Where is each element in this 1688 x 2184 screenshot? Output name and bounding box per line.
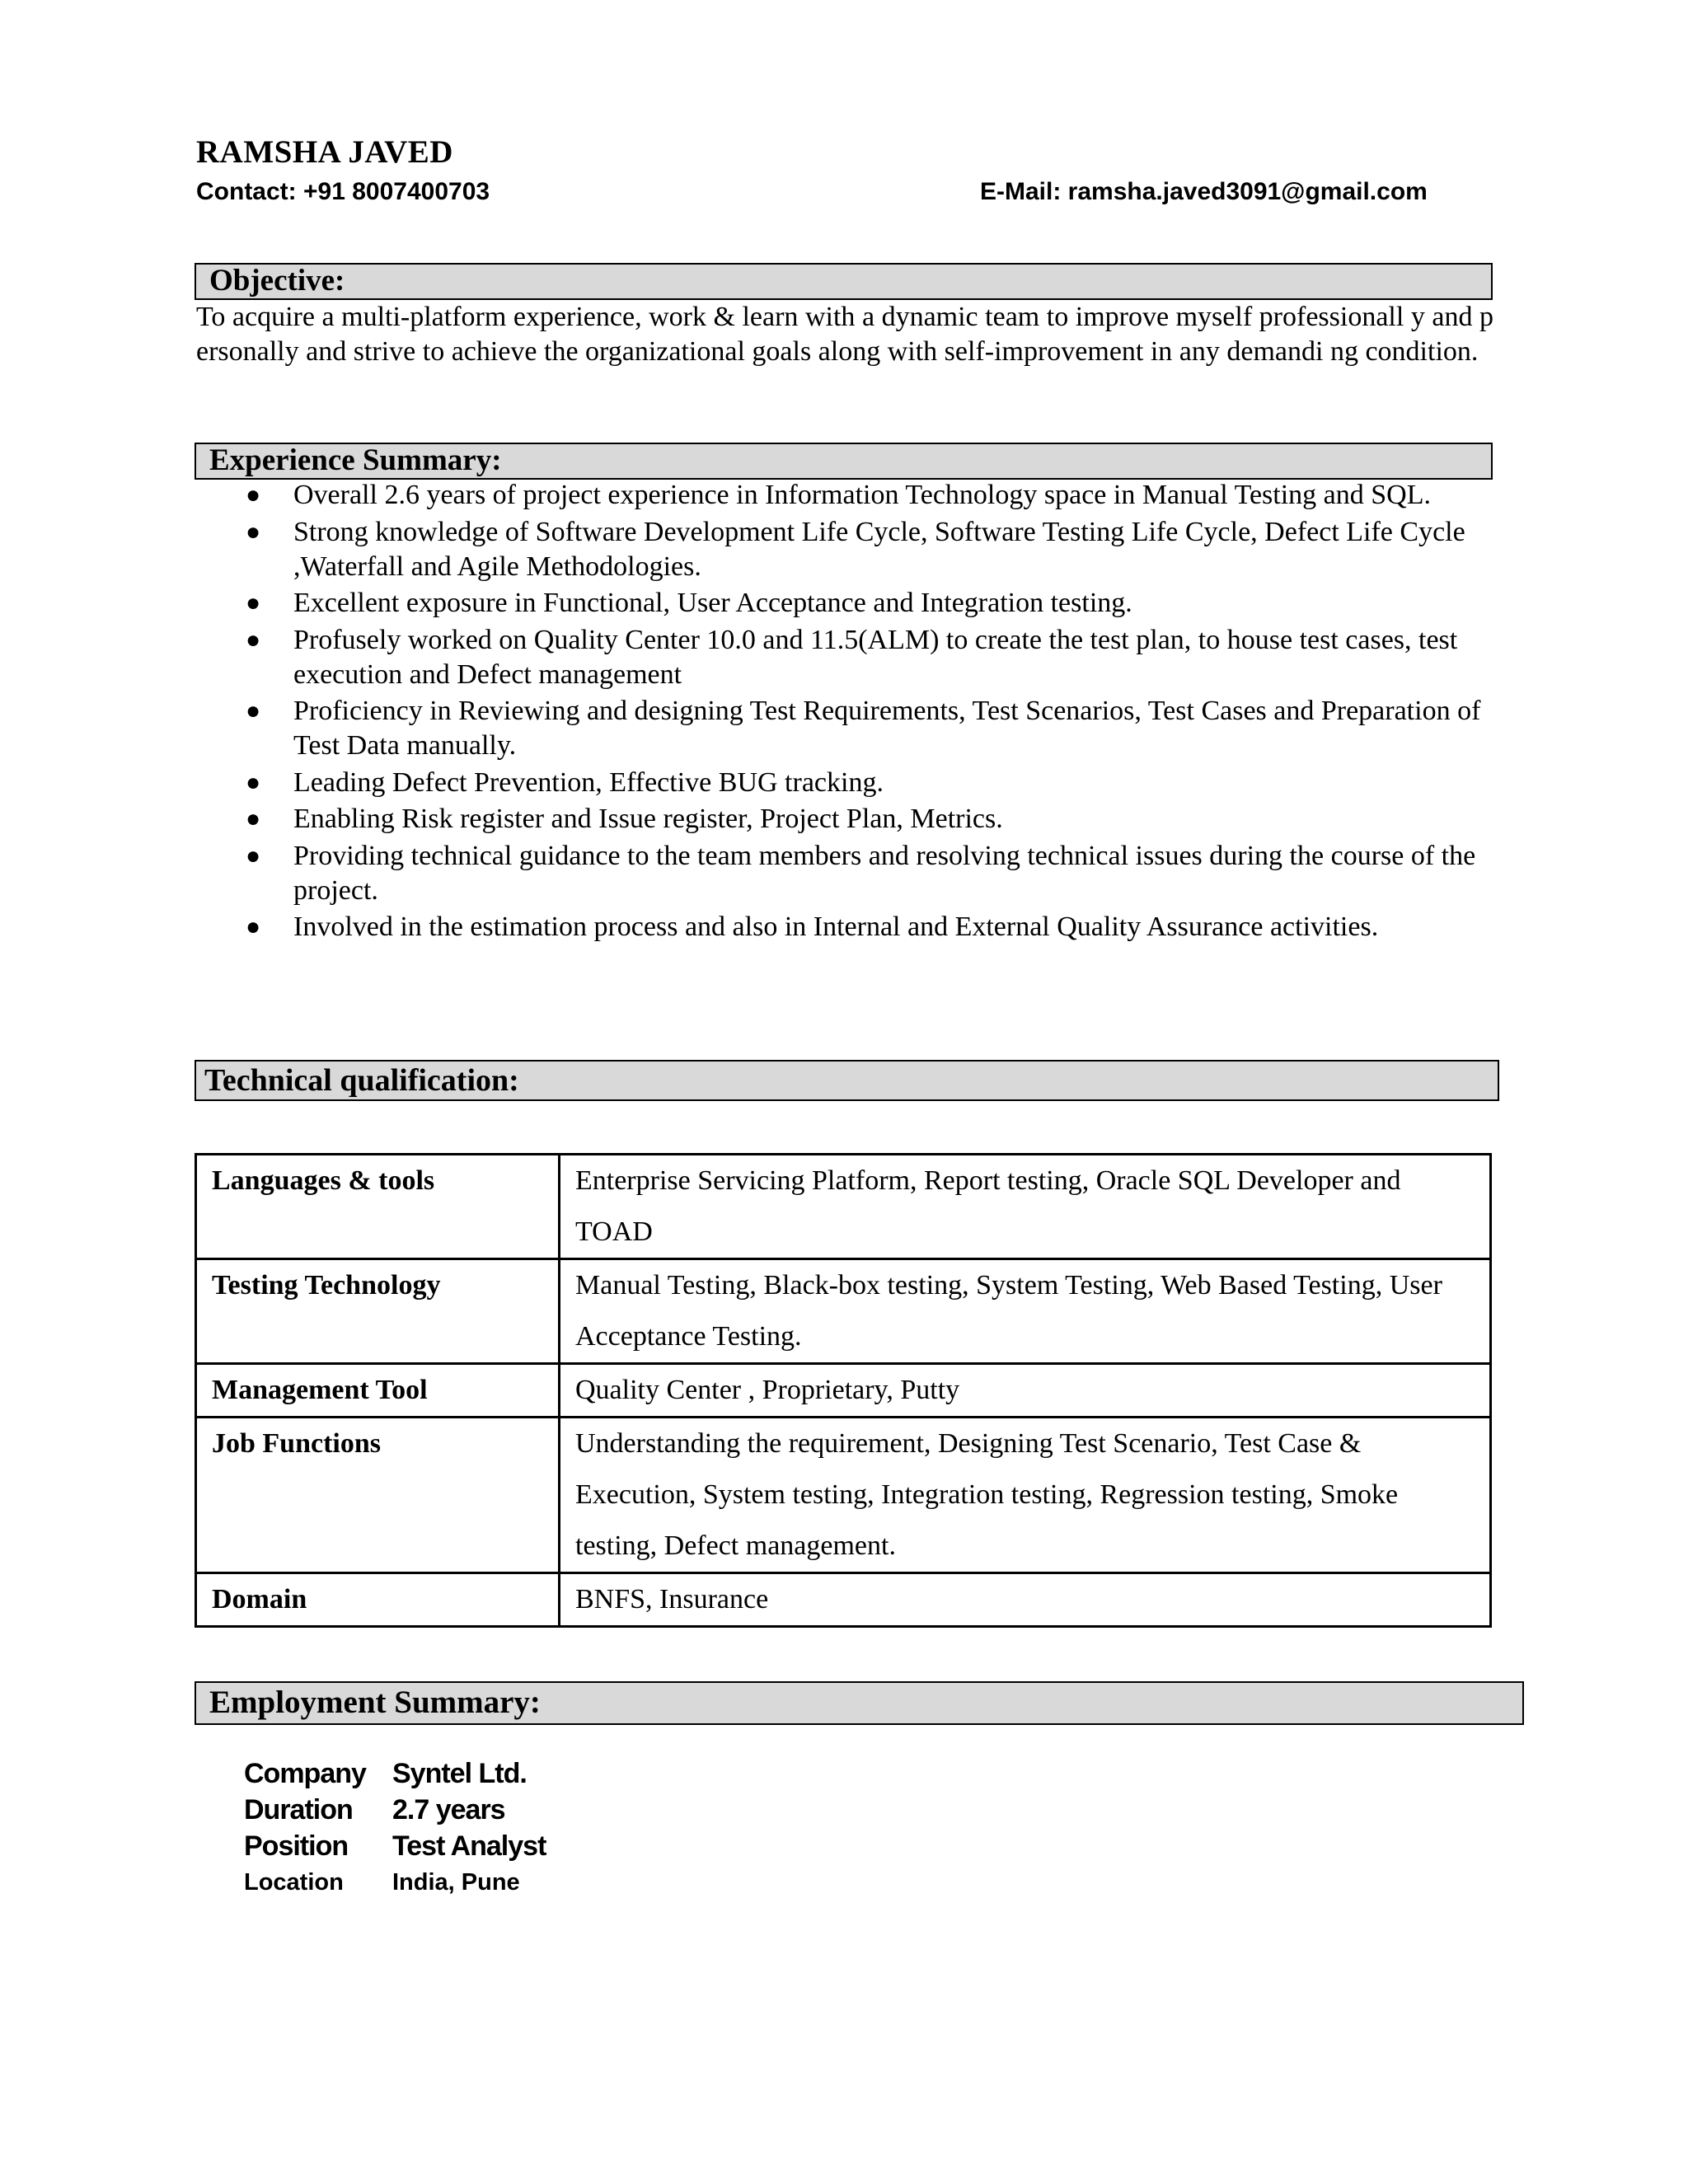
employment-details xyxy=(244,1755,546,1900)
position-label: Position xyxy=(244,1830,349,1862)
location-label: Location xyxy=(244,1869,344,1896)
experience-item-text: Providing technical guidance to the team members and resolving technical issues during the course of the project. xyxy=(293,840,1476,906)
employment-location-row xyxy=(244,1864,546,1900)
experience-heading: Experience Summary: xyxy=(195,443,1493,480)
experience-item-text: Profusely worked on Quality Center 10.0 and 11.5(ALM) to create the test plan, to house test cases, test execution and Defect management xyxy=(293,624,1458,690)
bullet-icon: ● xyxy=(246,697,261,724)
contact-phone: Contact: +91 8007400703 xyxy=(196,178,490,205)
employment-company-row xyxy=(244,1755,546,1792)
experience-item-text: Excellent exposure in Functional, User Acceptance and Integration testing. xyxy=(293,588,1132,618)
bullet-icon: ● xyxy=(246,841,261,869)
employment-position-row xyxy=(244,1828,546,1864)
table-key-cell: Management Tool xyxy=(196,1364,560,1418)
list-item xyxy=(196,839,1507,908)
experience-item-text: Overall 2.6 years of project experience in Information Technology space in Manual Testing and SQL. xyxy=(293,480,1432,510)
list-item xyxy=(196,802,1507,837)
objective-text: To acquire a multi-platform experience, work & learn with a dynamic team to improve myself professionall y and personally and strive to achieve the organizational goals along with self-improvement in any demandi ng condition. xyxy=(196,302,1493,367)
table-row xyxy=(196,1259,1491,1364)
bullet-icon: ● xyxy=(246,481,261,509)
experience-item-text: Enabling Risk register and Issue register, Project Plan, Metrics. xyxy=(293,804,1003,834)
experience-item-text: Strong knowledge of Software Development Life Cycle, Software Testing Life Cycle, Defect Life Cycle ,Waterfall and Agile Methodologies. xyxy=(293,516,1465,582)
table-value-cell: Quality Center , Proprietary, Putty xyxy=(560,1364,1491,1418)
bullet-icon: ● xyxy=(246,626,261,654)
technical-heading: Technical qualification: xyxy=(195,1060,1499,1101)
list-item xyxy=(196,694,1507,763)
experience-list xyxy=(196,478,1507,947)
table-key-cell: Testing Technology xyxy=(196,1259,560,1364)
contact-email: E-Mail: ramsha.javed3091@gmail.com xyxy=(980,178,1428,205)
objective-heading: Objective: xyxy=(195,263,1493,300)
bullet-icon: ● xyxy=(246,768,261,796)
table-value-cell: Manual Testing, Black-box testing, System Testing, Web Based Testing, User Acceptance Testing. xyxy=(560,1259,1491,1364)
list-item xyxy=(196,910,1507,944)
location-value: India, Pune xyxy=(392,1869,520,1896)
table-row xyxy=(196,1155,1491,1259)
company-value: Syntel Ltd. xyxy=(392,1758,527,1789)
experience-item-text: Proficiency in Reviewing and designing Test Requirements, Test Scenarios, Test Cases and Preparation of Test Data manually. xyxy=(293,696,1481,761)
table-value-cell: Understanding the requirement, Designing Test Scenario, Test Case & Execution, System testing, Integration testing, Regression testing, Smoke testing, Defect management. xyxy=(560,1418,1491,1573)
list-item xyxy=(196,586,1507,621)
table-value-cell: BNFS, Insurance xyxy=(560,1573,1491,1627)
table-value-cell: Enterprise Servicing Platform, Report testing, Oracle SQL Developer and TOAD xyxy=(560,1155,1491,1259)
candidate-name: RAMSHA JAVED xyxy=(196,134,453,170)
bullet-icon: ● xyxy=(246,805,261,832)
table-row xyxy=(196,1573,1491,1627)
table-row xyxy=(196,1364,1491,1418)
position-value: Test Analyst xyxy=(392,1830,546,1862)
employment-duration-row xyxy=(244,1792,546,1828)
duration-label: Duration xyxy=(244,1794,353,1825)
bullet-icon: ● xyxy=(246,589,261,616)
bullet-icon: ● xyxy=(246,518,261,546)
duration-value: 2.7 years xyxy=(392,1794,505,1825)
table-key-cell: Languages & tools xyxy=(196,1155,560,1259)
bullet-icon: ● xyxy=(246,913,261,940)
list-item xyxy=(196,515,1507,584)
technical-table xyxy=(195,1153,1492,1628)
list-item xyxy=(196,478,1507,513)
experience-item-text: Involved in the estimation process and also in Internal and External Quality Assurance activities. xyxy=(293,912,1379,942)
list-item xyxy=(196,766,1507,800)
table-key-cell: Domain xyxy=(196,1573,560,1627)
table-row xyxy=(196,1418,1491,1573)
list-item xyxy=(196,623,1507,692)
employment-heading: Employment Summary: xyxy=(195,1681,1524,1725)
table-key-cell: Job Functions xyxy=(196,1418,560,1573)
experience-item-text: Leading Defect Prevention, Effective BUG tracking. xyxy=(293,766,884,798)
company-label: Company xyxy=(244,1758,366,1789)
